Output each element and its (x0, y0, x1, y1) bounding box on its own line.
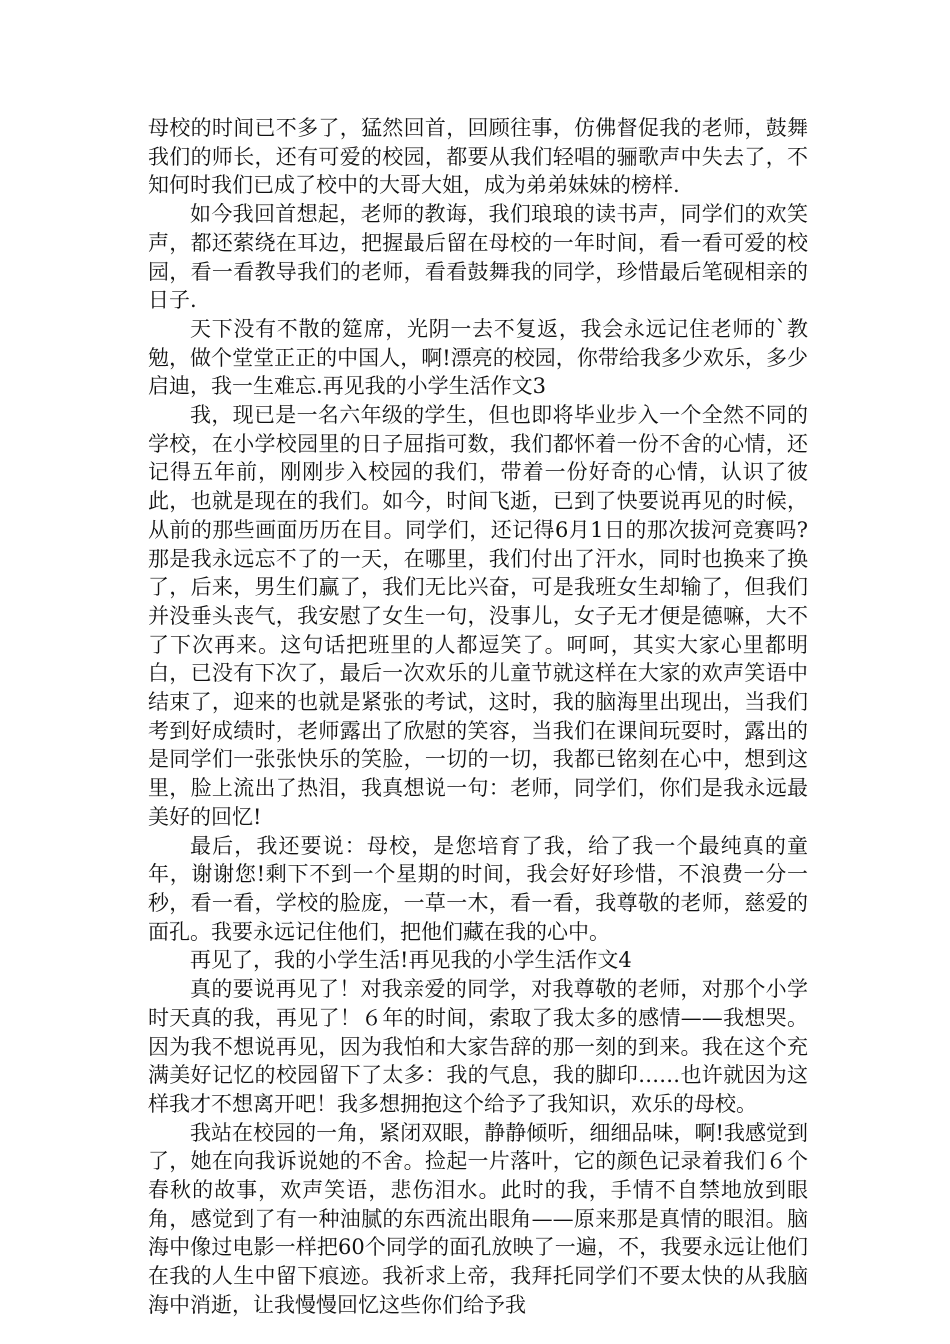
section-heading: 再见了，我的小学生活!再见我的小学生活作文4 (190, 948, 632, 973)
paragraph-7: 我站在校园的一角，紧闭双眼，静静倾听，细细品味，啊!我感觉到了，她在向我诉说她的不舍。捡起一片落叶，它的颜色记录着我们６个春秋的故事，欢声笑语，悲伤泪水。此时的我，手情不自禁地放到眼角，感觉到了有一种油腻的东西流出眼角——原来那是真情的眼泪。脑海中像过电影一样把60个同学的面孔放映了一遍，不，我要永远让他们在我的人生中留下痕迹。我祈求上帝，我拜托同学们不要太快的从我脑海中消逝，让我慢慢回忆这些你们给予我 (148, 1120, 808, 1317)
document-body (148, 114, 808, 1320)
paragraph-1: 母校的时间已不多了，猛然回首，回顾往事，仿佛督促我的老师，鼓舞我们的师长，还有可爱的校园，都要从我们轻唱的骊歌声中失去了，不知何时我们已成了校中的大哥大姐，成为弟弟妹妹的榜样. (148, 116, 808, 198)
paragraph-4: 我，现已是一名六年级的学生，但也即将毕业步入一个全然不同的学校，在小学校园里的日子屈指可数，我们都怀着一份不舍的心情，还记得五年前，刚刚步入校园的我们，带着一份好奇的心情，认识了彼此，也就是现在的我们。如今，时间飞逝，已到了快要说再见的时候，从前的那些画面历历在目。同学们，还记得6月1日的那次拔河竞赛吗?那是我永远忘不了的一天，在哪里，我们付出了汗水，同时也换来了换了，后来，男生们赢了，我们无比兴奋，可是我班女生却输了，但我们并没垂头丧气，我安慰了女生一句，没事儿，女子无才便是德嘛，大不了下次再来。这句话把班里的人都逗笑了。呵呵，其实大家心里都明白，已没有下次了，最后一次欢乐的儿童节就这样在大家的欢声笑语中结束了，迎来的也就是紧张的考试，这时，我的脑海里出现出，当我们考到好成绩时，老师露出了欣慰的笑容，当我们在课间玩耍时，露出的是同学们一张张快乐的笑脸，一切的一切，我都已铭刻在心中，想到这里，脸上流出了热泪，我真想说一句：老师，同学们，你们是我永远最美好的回忆! (148, 403, 808, 829)
paragraph-3: 天下没有不散的筵席，光阴一去不复返，我会永远记住老师的`教勉，做个堂堂正正的中国人，啊!漂亮的校园，你带给我多少欢乐，多少启迪，我一生难忘.再见我的小学生活作文3 (148, 316, 808, 399)
paragraph-5: 最后，我还要说：母校，是您培育了我，给了我一个最纯真的童年，谢谢您!剩下不到一个星期的时间，我会好好珍惜，不浪费一分一秒，看一看，学校的脸庞，一草一木，看一看，我尊敬的老师，慈爱的面孔。我要永远记住他们，把他们藏在我的心中。 (148, 833, 808, 944)
paragraph-2: 如今我回首想起，老师的教诲，我们琅琅的读书声，同学们的欢笑声，都还萦绕在耳边，把握最后留在母校的一年时间，看一看可爱的校园，看一看教导我们的老师，看看鼓舞我的同学，珍惜最后笔砚相亲的日子. (148, 202, 808, 313)
paragraph-6: 真的要说再见了！对我亲爱的同学，对我尊敬的老师，对那个小学时天真的我，再见了！６年的时间，索取了我太多的感情——我想哭。因为我不想说再见，因为我怕和大家告辞的那一刻的到来。我在这个充满美好记忆的校园留下了太多：我的气息，我的脚印……也许就因为这样我才不想离开吧！我多想拥抱这个给予了我知识，欢乐的母校。 (148, 977, 808, 1116)
